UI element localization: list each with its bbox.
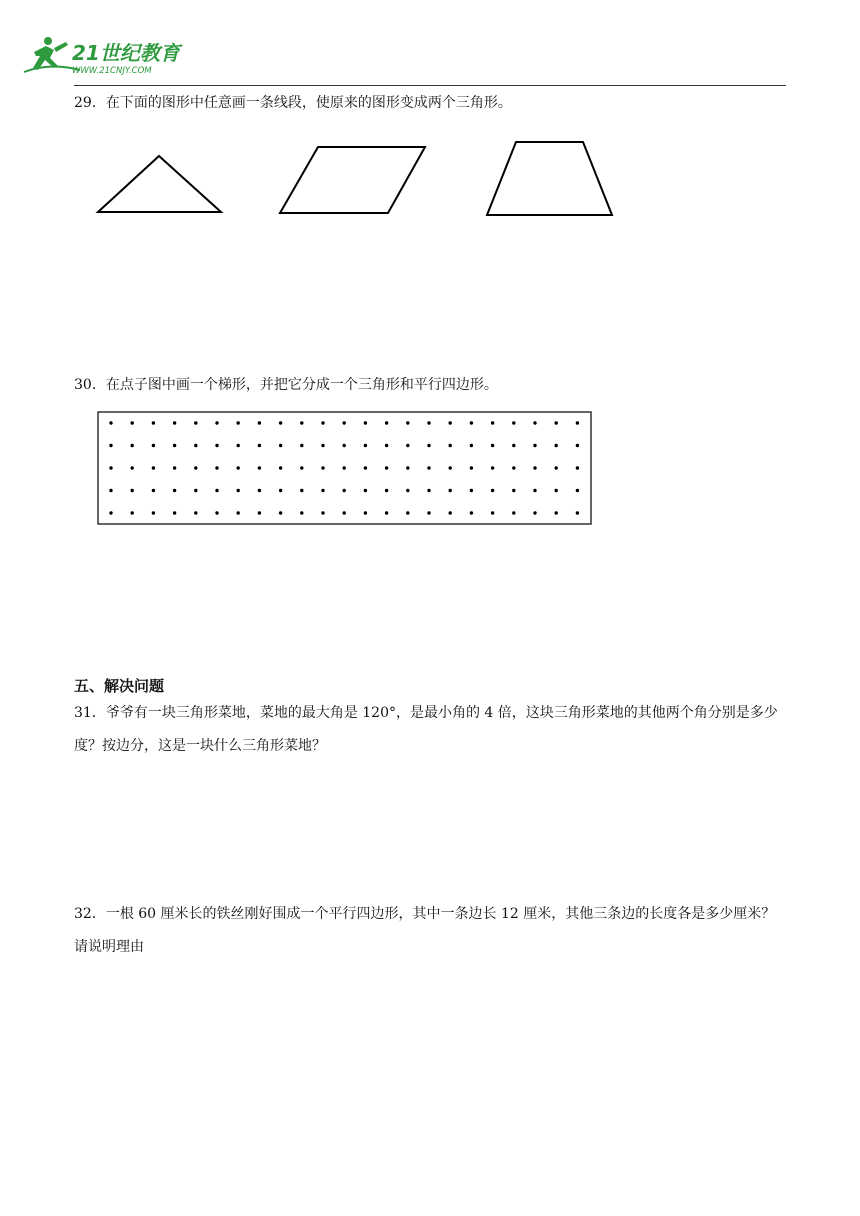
grid-dot xyxy=(343,466,346,469)
grid-dot xyxy=(152,466,155,469)
grid-dot xyxy=(470,444,473,447)
grid-dot xyxy=(194,489,197,492)
grid-dot xyxy=(258,421,261,424)
grid-dot xyxy=(321,444,324,447)
grid-dot xyxy=(491,421,494,424)
section-title: 五、解决问题 xyxy=(74,677,165,695)
grid-dot xyxy=(194,444,197,447)
grid-dot xyxy=(576,466,579,469)
grid-dot xyxy=(576,489,579,492)
grid-dot xyxy=(470,511,473,514)
grid-dot xyxy=(449,511,452,514)
grid-dot xyxy=(300,489,303,492)
grid-dot xyxy=(406,511,409,514)
grid-dot xyxy=(131,489,134,492)
grid-dot xyxy=(364,511,367,514)
question-32: 32．一根 60 厘米长的铁丝刚好围成一个平行四边形，其中一条边长 12 厘米，其他三条边的长度各是多少厘米？请说明理由 xyxy=(74,906,776,955)
grid-dot xyxy=(512,444,515,447)
grid-dot xyxy=(364,466,367,469)
grid-dot xyxy=(279,511,282,514)
grid-dot xyxy=(343,421,346,424)
grid-dot xyxy=(194,421,197,424)
grid-dot xyxy=(109,489,112,492)
grid-dot xyxy=(449,489,452,492)
grid-dot xyxy=(364,489,367,492)
grid-dot xyxy=(512,421,515,424)
site-logo xyxy=(20,32,190,78)
trapezoid-shape xyxy=(487,142,612,215)
grid-dot xyxy=(449,421,452,424)
grid-dot xyxy=(237,444,240,447)
grid-dot xyxy=(406,444,409,447)
grid-dot xyxy=(364,444,367,447)
grid-dot xyxy=(215,421,218,424)
grid-dot xyxy=(237,421,240,424)
grid-dot xyxy=(555,466,558,469)
parallelogram-shape xyxy=(280,147,425,213)
grid-dot xyxy=(194,511,197,514)
grid-dot xyxy=(215,511,218,514)
grid-dot xyxy=(152,421,155,424)
grid-dot xyxy=(173,444,176,447)
grid-dot xyxy=(427,489,430,492)
grid-dot xyxy=(555,489,558,492)
grid-dot xyxy=(491,466,494,469)
grid-dot xyxy=(237,489,240,492)
grid-dot xyxy=(555,511,558,514)
grid-dot xyxy=(533,489,536,492)
logo-url: WWW.21CNJY.COM xyxy=(72,66,152,76)
grid-dot xyxy=(279,421,282,424)
grid-dot xyxy=(300,511,303,514)
grid-dot xyxy=(300,466,303,469)
grid-dot xyxy=(237,466,240,469)
grid-dot xyxy=(173,466,176,469)
grid-dot xyxy=(173,489,176,492)
grid-dot xyxy=(364,421,367,424)
grid-dot xyxy=(131,421,134,424)
grid-dot xyxy=(131,466,134,469)
grid-dot xyxy=(427,511,430,514)
dot-grid[interactable] xyxy=(97,411,593,531)
grid-dot xyxy=(576,421,579,424)
grid-dot xyxy=(279,444,282,447)
grid-dot xyxy=(321,489,324,492)
question-31: 31．爷爷有一块三角形菜地，菜地的最大角是 120°，是最小角的 4 倍，这块三角形菜地的其他两个角分别是多少度？按边分，这是一块什么三角形菜地？ xyxy=(74,705,778,754)
grid-dot xyxy=(491,511,494,514)
grid-dot xyxy=(406,489,409,492)
grid-dot xyxy=(152,489,155,492)
grid-dot xyxy=(576,511,579,514)
grid-dot xyxy=(470,489,473,492)
grid-dot xyxy=(258,444,261,447)
grid-dot xyxy=(533,511,536,514)
header-rule xyxy=(74,85,786,86)
grid-dot xyxy=(279,489,282,492)
grid-dot xyxy=(279,466,282,469)
logo-text: 21世纪教育 xyxy=(72,41,180,65)
grid-dot xyxy=(427,421,430,424)
grid-dot xyxy=(300,421,303,424)
grid-dot xyxy=(406,466,409,469)
grid-dot xyxy=(512,511,515,514)
grid-dot xyxy=(258,466,261,469)
grid-dot xyxy=(385,511,388,514)
question-29: 29．在下面的图形中任意画一条线段，使原来的图形变成两个三角形。 xyxy=(74,95,512,111)
grid-dot xyxy=(385,466,388,469)
grid-dot xyxy=(385,444,388,447)
q29-shapes xyxy=(90,135,630,229)
grid-dot xyxy=(300,444,303,447)
grid-dot xyxy=(427,466,430,469)
grid-dot xyxy=(512,489,515,492)
grid-dot xyxy=(385,489,388,492)
grid-dot xyxy=(406,421,409,424)
grid-dot xyxy=(576,444,579,447)
runner-icon xyxy=(33,37,68,70)
grid-dot xyxy=(533,421,536,424)
question-30: 30．在点子图中画一个梯形，并把它分成一个三角形和平行四边形。 xyxy=(74,377,498,393)
grid-dot xyxy=(215,489,218,492)
grid-dot xyxy=(109,421,112,424)
grid-dot xyxy=(533,466,536,469)
grid-dot xyxy=(131,511,134,514)
grid-dot xyxy=(470,421,473,424)
grid-dot xyxy=(491,444,494,447)
triangle-shape xyxy=(98,156,221,212)
grid-dot xyxy=(109,511,112,514)
grid-dot xyxy=(109,466,112,469)
grid-dot xyxy=(343,511,346,514)
grid-dot xyxy=(109,444,112,447)
grid-dot xyxy=(237,511,240,514)
grid-dot xyxy=(321,421,324,424)
grid-dot xyxy=(343,489,346,492)
grid-dot xyxy=(491,489,494,492)
grid-dot xyxy=(152,511,155,514)
grid-dot xyxy=(555,444,558,447)
grid-dot xyxy=(321,466,324,469)
grid-dot xyxy=(449,444,452,447)
grid-dot xyxy=(258,511,261,514)
grid-dot xyxy=(512,466,515,469)
grid-dot xyxy=(173,511,176,514)
grid-dot xyxy=(427,444,430,447)
grid-dot xyxy=(131,444,134,447)
grid-dot xyxy=(215,466,218,469)
grid-dot xyxy=(470,466,473,469)
grid-dot xyxy=(385,421,388,424)
grid-dot xyxy=(555,421,558,424)
grid-dot xyxy=(173,421,176,424)
grid-dot xyxy=(533,444,536,447)
grid-dot xyxy=(321,511,324,514)
grid-dot xyxy=(152,444,155,447)
grid-dot xyxy=(194,466,197,469)
grid-dot xyxy=(215,444,218,447)
grid-dot xyxy=(343,444,346,447)
grid-dot xyxy=(258,489,261,492)
grid-dot xyxy=(449,466,452,469)
